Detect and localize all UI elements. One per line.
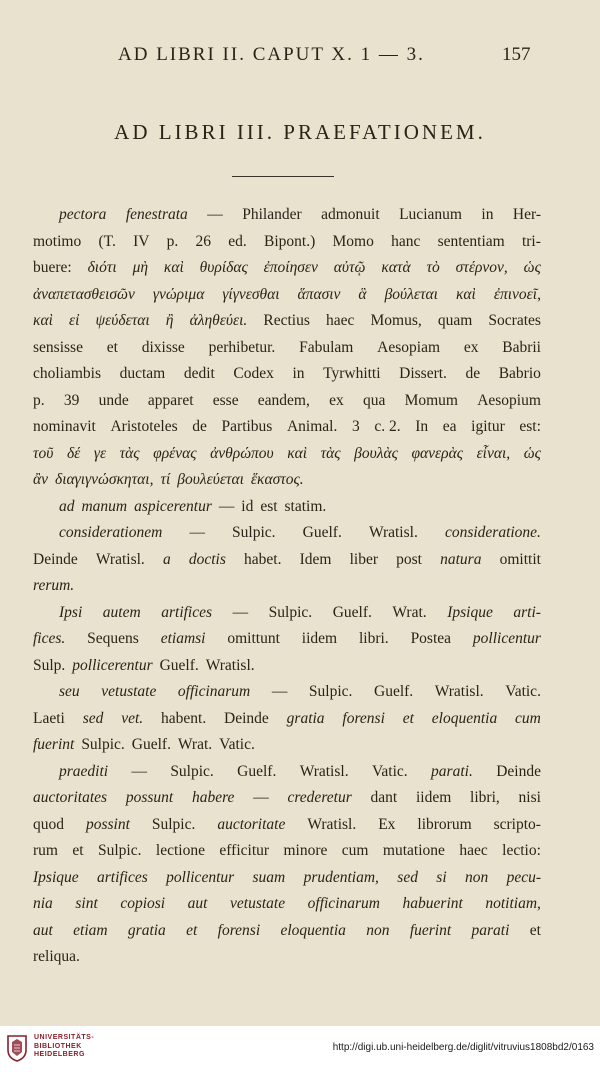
text-line — [33, 759, 541, 786]
word: haec — [326, 312, 355, 329]
word: ἀληθεύει. — [189, 312, 248, 329]
word: non — [464, 868, 489, 886]
word: Sulpic. — [268, 603, 313, 621]
text-line — [33, 732, 541, 759]
word: habere — [191, 789, 235, 806]
word: a — [162, 550, 171, 568]
text-line — [33, 282, 541, 309]
word: pollicentur — [166, 868, 235, 886]
word: Wratisl. — [95, 550, 145, 568]
word: Postea — [410, 630, 452, 647]
word: fuerint — [409, 921, 452, 939]
word: manum — [81, 497, 128, 515]
word: doctis — [188, 550, 226, 568]
text-line — [33, 891, 541, 918]
word: et — [106, 338, 118, 356]
word: unde — [98, 391, 129, 409]
word: autem — [102, 603, 141, 621]
text-line — [33, 335, 541, 362]
word: — — [253, 789, 269, 806]
word: copiosi — [120, 895, 166, 912]
word: Momum — [404, 391, 458, 409]
word: tri- — [521, 232, 541, 250]
library-name-line: HEIDELBERG — [34, 1051, 85, 1058]
word: τί — [160, 471, 171, 488]
word: habuerint — [402, 895, 463, 912]
word: dixisse — [141, 338, 185, 356]
word: ea — [442, 418, 457, 435]
word: liber — [349, 550, 378, 568]
word: Deinde — [496, 762, 541, 780]
word: βουλεύεται — [177, 471, 244, 488]
word: habet. — [244, 550, 282, 568]
text-line — [33, 414, 541, 441]
word: ἃ — [358, 285, 367, 303]
word: φανερὰς — [411, 444, 464, 462]
word: — — [207, 206, 223, 223]
word: dant — [370, 789, 398, 806]
word: Guelf. — [159, 656, 199, 674]
word: Idem — [299, 550, 332, 568]
word: Sulpic. — [232, 524, 276, 541]
word: καὶ — [33, 312, 53, 329]
text-line — [33, 441, 541, 468]
word: possunt — [125, 789, 174, 806]
word: Deinde — [224, 709, 269, 727]
word: — — [131, 762, 147, 780]
word: ex — [329, 391, 344, 409]
word: pollicerentur — [72, 656, 153, 674]
word: nia — [33, 895, 53, 912]
footer-bar — [0, 1026, 600, 1072]
source-url-link[interactable]: http://digi.ub.uni-heidelberg.de/diglit/vitruvius1808bd2/0163 — [332, 1042, 594, 1053]
word: mutatione — [382, 842, 445, 859]
word: et — [186, 921, 198, 939]
word: τοῦ — [33, 444, 54, 462]
word: est: — [519, 418, 541, 435]
text-line — [33, 679, 541, 706]
word: consideratione. — [444, 524, 541, 541]
word: διότι — [87, 259, 117, 276]
word: Wratisl. — [368, 524, 418, 541]
word: Ipsi — [59, 603, 83, 621]
word: si — [436, 868, 447, 886]
word: apparet — [147, 391, 194, 409]
word: p. — [33, 391, 45, 409]
text-line — [33, 388, 541, 415]
word: id — [241, 497, 254, 515]
word: omittunt — [227, 630, 280, 647]
word: auctoritate — [217, 815, 286, 833]
word: possint — [85, 815, 130, 833]
word: haec — [459, 842, 488, 859]
text-line — [33, 229, 541, 256]
word: eloquentia — [431, 709, 498, 727]
word: Ipsique — [33, 868, 79, 886]
word: gratia — [127, 921, 166, 939]
word: 3 — [351, 418, 360, 435]
word: φρένας — [153, 444, 197, 462]
word: Ex — [378, 815, 396, 833]
word: vet. — [121, 709, 144, 727]
word: etiam — [73, 921, 108, 939]
word: etiamsi — [160, 630, 206, 647]
word: est — [260, 497, 278, 515]
word: Sulpic. — [308, 683, 353, 700]
word: cum — [515, 709, 541, 727]
text-line — [33, 812, 541, 839]
word: aut — [33, 921, 53, 939]
page-number: 157 — [502, 44, 531, 65]
word: θυρίδας — [199, 259, 248, 276]
word: c. 2. — [374, 418, 401, 435]
word: Wratisl. — [307, 815, 357, 833]
word: Deinde — [33, 550, 78, 568]
word: officinarum — [177, 683, 251, 700]
library-name-line: BIBLIOTHEK — [34, 1042, 82, 1050]
word: βουλὰς — [354, 444, 398, 462]
word: Sulpic. — [170, 762, 214, 780]
word: Guelf. — [302, 524, 342, 541]
word: Wratisl. — [299, 762, 349, 780]
university-seal-icon[interactable] — [6, 1034, 28, 1062]
word: quod — [33, 815, 64, 833]
word: sententiam — [437, 232, 505, 250]
word: parati — [471, 921, 510, 939]
word: forensi — [217, 921, 261, 939]
word: esse — [212, 391, 239, 409]
word: Wratisl. — [434, 683, 484, 700]
text-line — [33, 255, 541, 282]
word: libri, — [470, 789, 500, 806]
word: Guelf. — [131, 736, 171, 753]
word: lectione — [155, 842, 205, 859]
word: Guelf. — [332, 603, 372, 621]
word: scripto- — [493, 815, 541, 833]
word: — — [232, 603, 249, 621]
word: Fabulam — [299, 338, 354, 356]
word: ὡς — [523, 259, 541, 276]
word: Bipont.) — [264, 232, 316, 250]
word: ed. — [228, 232, 247, 250]
library-name[interactable] — [34, 1034, 94, 1060]
word: nisi — [518, 789, 541, 806]
word: sed — [397, 868, 418, 886]
text-line — [33, 706, 541, 733]
word: statim. — [284, 497, 327, 515]
word: Rectius — [263, 312, 310, 329]
word: διαγιγνώσκηται, — [54, 471, 154, 488]
title-rule — [232, 176, 334, 177]
word: seu — [59, 683, 80, 700]
word: Momus, — [370, 312, 422, 329]
word: sed — [82, 709, 104, 727]
word: ἀνθρώπου — [210, 444, 274, 462]
word: arti- — [513, 603, 541, 621]
word: reliqua. — [33, 948, 80, 965]
word: rerum. — [33, 577, 75, 594]
word: pectora — [59, 206, 107, 223]
word: parati. — [431, 762, 473, 780]
word: Ipsique — [447, 603, 493, 621]
word: artifices — [96, 868, 148, 886]
word: natura — [440, 550, 482, 568]
word: ἅπασιν — [297, 285, 341, 303]
word: ἕκαστος. — [250, 471, 304, 488]
word: Laeti — [33, 709, 65, 727]
word: vetustate — [101, 683, 157, 700]
word: Sulpic. — [81, 736, 125, 753]
running-title: AD LIBRI II. CAPUT X. 1 — 3. — [118, 44, 425, 65]
text-line — [33, 308, 541, 335]
word: 26 — [195, 232, 212, 250]
word: Dissert. — [399, 365, 447, 382]
word: de — [465, 365, 481, 382]
text-line — [33, 202, 541, 229]
word: perhibetur. — [208, 338, 276, 356]
word: ἂν — [33, 471, 49, 488]
word: Tyrwhitti — [323, 365, 381, 382]
word: pecu- — [506, 868, 541, 886]
word: In — [415, 418, 429, 435]
word: et — [72, 842, 84, 859]
word: γίγνεσθαι — [222, 285, 280, 303]
word: κατὰ — [381, 259, 411, 276]
word: ἀναπετασθεισῶν — [33, 285, 135, 303]
word: notitiam, — [485, 895, 541, 912]
text-line — [33, 361, 541, 388]
word: τὰς — [320, 444, 341, 462]
word: καὶ — [163, 259, 184, 276]
word: dedit — [183, 365, 215, 382]
word: iidem — [415, 789, 452, 806]
word: Sulpic. — [98, 842, 142, 859]
word: rum — [33, 842, 58, 859]
word: libri. — [358, 630, 389, 647]
word: crederetur — [287, 789, 352, 806]
word: fices. — [33, 630, 66, 647]
word: γε — [93, 444, 107, 462]
word: praediti — [59, 762, 109, 780]
word: suam — [252, 868, 286, 886]
word: omittit — [499, 550, 541, 568]
word: fenestrata — [125, 206, 188, 223]
word: p. — [166, 232, 179, 250]
word: 39 — [63, 391, 80, 409]
word: admonuit — [321, 206, 380, 223]
word: ψεύδεται — [95, 312, 150, 329]
word: eandem, — [257, 391, 310, 409]
word: Sequens — [87, 630, 139, 647]
word: eloquentia — [280, 921, 346, 939]
word: artifices — [161, 603, 213, 621]
word: in — [481, 206, 494, 223]
text-line — [33, 547, 541, 574]
word: βούλεται — [384, 285, 438, 303]
word: Vatic. — [505, 683, 541, 700]
word: ductam — [119, 365, 166, 382]
text-line — [33, 944, 541, 971]
word: ex — [463, 338, 479, 356]
word: Babrio — [498, 365, 541, 382]
word: Animal. — [286, 418, 338, 435]
word: choliambis — [33, 365, 102, 382]
word: Philander — [242, 206, 302, 223]
word: Aristoteles — [110, 418, 178, 435]
text-line — [33, 520, 541, 547]
word: aut — [187, 895, 208, 912]
word: minore — [283, 842, 328, 859]
word: Babrii — [502, 338, 541, 356]
section-title: AD LIBRI III. PRAEFATIONEM. — [114, 120, 486, 144]
text-line — [33, 600, 541, 627]
word: de — [192, 418, 207, 435]
word: Momo — [332, 232, 374, 250]
word: nominavit — [33, 418, 96, 435]
word: δέ — [66, 444, 81, 462]
word: — — [218, 497, 235, 515]
word: καὶ — [287, 444, 308, 462]
word: (T. — [98, 232, 116, 250]
word: vetustate — [230, 895, 286, 912]
word: in — [292, 365, 305, 382]
word: εἰ — [69, 312, 80, 329]
word: Wrat. — [177, 736, 213, 753]
word: forensi — [342, 709, 385, 727]
word: ἐπινοεῖ, — [493, 285, 541, 303]
word: Wratisl. — [205, 656, 255, 674]
word: Vatic. — [371, 762, 408, 780]
word: post — [396, 550, 422, 568]
word: Lucianum — [399, 206, 462, 223]
word: Vatic. — [219, 736, 255, 753]
word: auctoritates — [33, 789, 108, 806]
word: sensisse — [33, 338, 83, 356]
text-line — [33, 865, 541, 892]
word: ἢ — [165, 312, 174, 329]
word: ad — [59, 497, 75, 515]
word: Socrates — [488, 312, 541, 329]
word: Aesopium — [477, 391, 541, 409]
word: aspicerentur — [134, 497, 212, 515]
word: lectio: — [502, 842, 541, 859]
word: efficitur — [219, 842, 270, 859]
word: pollicentur — [472, 630, 541, 647]
word: εἶναι, — [476, 444, 511, 462]
word: fuerint — [33, 736, 75, 753]
word: buere: — [33, 259, 72, 276]
word: αὐτῷ — [333, 259, 366, 276]
text-line — [33, 838, 541, 865]
word: cum — [341, 842, 369, 859]
text-line — [33, 918, 541, 945]
word: Partibus — [221, 418, 273, 435]
word: habent. — [161, 709, 207, 727]
word: ἐποίησεν — [263, 259, 318, 276]
word: Her- — [512, 206, 541, 223]
library-name-line: UNIVERSITÄTS- — [34, 1034, 95, 1041]
word: Wrat. — [392, 603, 427, 621]
word: et — [529, 921, 541, 939]
word: Codex — [233, 365, 274, 382]
word: μὴ — [132, 259, 149, 276]
word: hanc — [391, 232, 421, 250]
word: quam — [437, 312, 473, 329]
text-line — [33, 626, 541, 653]
word: et — [402, 709, 414, 727]
word: motimo — [33, 232, 82, 250]
word: τὸ — [426, 259, 440, 276]
word: considerationem — [59, 524, 163, 541]
word: Guelf. — [374, 683, 414, 700]
word: ὡς — [523, 444, 541, 462]
word: Sulp. — [33, 656, 66, 674]
word: Guelf. — [237, 762, 277, 780]
word: non — [366, 921, 390, 939]
word: sint — [75, 895, 98, 912]
text-line — [33, 494, 541, 521]
word: iidem — [301, 630, 338, 647]
word: τὰς — [119, 444, 140, 462]
word: gratia — [286, 709, 325, 727]
text-line — [33, 785, 541, 812]
body-text — [33, 202, 541, 971]
word: καὶ — [455, 285, 476, 303]
word: — — [189, 524, 205, 541]
word: igitur — [471, 418, 505, 435]
word: στέρνον, — [455, 259, 508, 276]
word: qua — [362, 391, 386, 409]
word: γνώριμα — [152, 285, 205, 303]
word: officinarum — [307, 895, 380, 912]
running-head — [0, 44, 600, 72]
text-line — [33, 467, 541, 494]
word: prudentiam, — [303, 868, 379, 886]
word: — — [271, 683, 288, 700]
text-line — [33, 653, 541, 680]
text-line — [33, 573, 541, 600]
word: Aesopiam — [377, 338, 441, 356]
word: IV — [133, 232, 150, 250]
word: Sulpic. — [151, 815, 196, 833]
word: librorum — [417, 815, 472, 833]
